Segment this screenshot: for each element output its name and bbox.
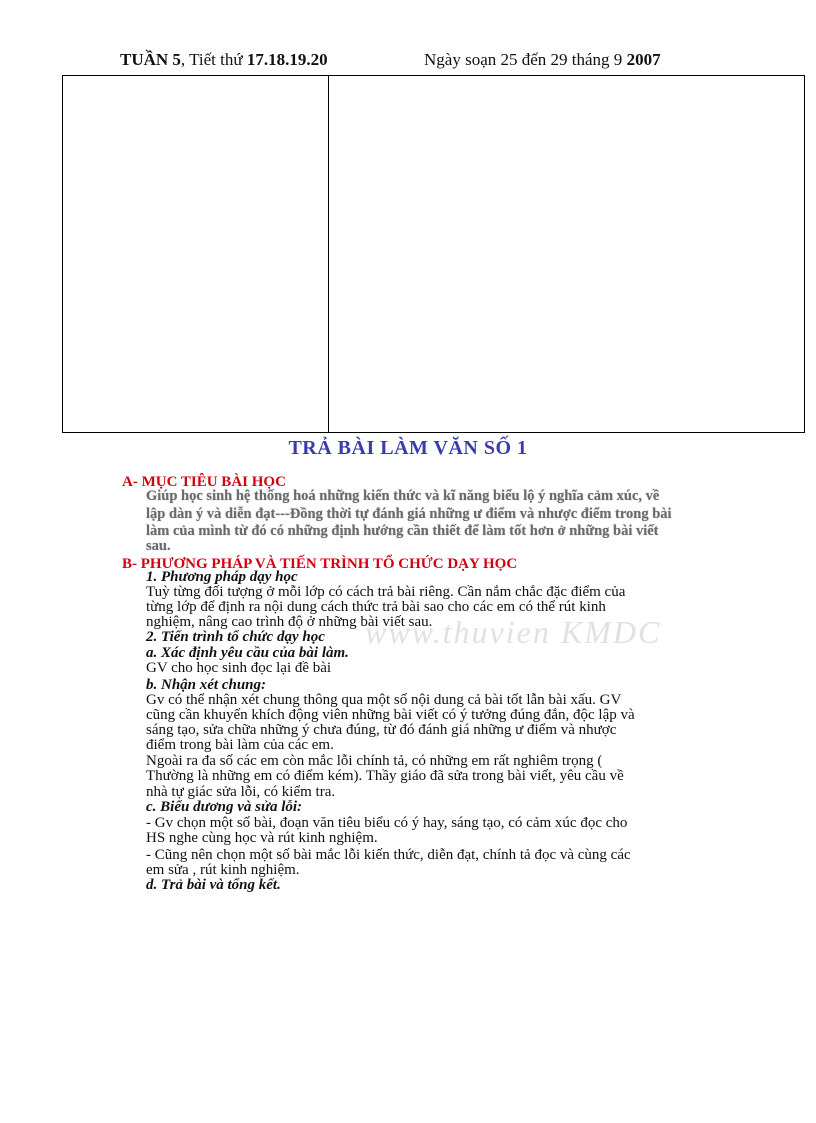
section-a-line: làm của mình từ đó có những định hướng cần thiết để làm tốt hơn ở những bài viết [146, 523, 659, 539]
table-column-divider [328, 76, 329, 432]
item-b-label: b. Nhận xét chung: [146, 677, 267, 693]
date-label: Ngày soạn 25 đến 29 tháng 9 [424, 50, 623, 69]
section-a-line: lập dàn ý và diễn đạt---Đồng thời tự đánh giá những ư điểm và nhược điểm trong bài [146, 506, 672, 522]
periods-value: 17.18.19.20 [246, 50, 328, 69]
year-value: 2007 [626, 50, 661, 69]
paragraph-line: từng lớp để định ra nội dung cách thức trả bài sao cho các em có thể rút kinh [146, 599, 606, 615]
week-header: TUẦN 5, Tiết thứ 17.18.19.20 [120, 50, 328, 69]
item-c-label: c. Biểu dương và sửa lỗi: [146, 799, 303, 815]
item-d-label: d. Trả bài và tổng kết. [146, 877, 281, 893]
period-label: Tiết thứ [189, 50, 243, 69]
date-header [424, 50, 661, 70]
week-label: TUẦN 5 [120, 50, 181, 69]
paragraph-line: em sửa , rút kinh nghiệm. [146, 862, 300, 878]
subheading-method: 1. Phương pháp dạy học [146, 569, 298, 585]
section-a-heading: A- MỤC TIÊU BÀI HỌC [122, 474, 286, 490]
paragraph-line: cũng cần khuyến khích động viên những bài viết có ý tưởng đúng đắn, độc lập và [146, 707, 635, 723]
paragraph-line: Tuỳ từng đối tượng ở mỗi lớp có cách trả bài riêng. Cần nắm chắc đặc điểm của [146, 584, 626, 600]
watermark: www.thuvien KMDC [365, 614, 662, 650]
section-a-line: Giúp học sinh hệ thống hoá những kiến thức và kĩ năng biểu lộ ý nghĩa cảm xúc, về [146, 488, 660, 504]
paragraph-line: HS nghe cùng học và rút kinh nghiệm. [146, 830, 378, 846]
paragraph-line: sáng tạo, sửa chữa những ý chưa đúng, từ đó đánh giá những ư điểm và nhược [146, 722, 617, 738]
paragraph-line: Gv có thể nhận xét chung thông qua một số nội dung cả bài tốt lẫn bài xấu. GV [146, 692, 622, 708]
subheading-process: 2. Tiến trình tổ chức dạy học [146, 629, 325, 645]
header-table [62, 75, 805, 433]
paragraph-line: nhà tự giác sửa lỗi, có kiểm tra. [146, 784, 336, 800]
section-b-heading: B- PHƯƠNG PHÁP VÀ TIẾN TRÌNH TỔ CHỨC DẠY HỌC [122, 556, 518, 572]
paragraph-line: điểm trong bài làm của các em. [146, 737, 334, 753]
paragraph-line: Thường là những em có điểm kém). Thầy giáo đã sửa trong bài viết, yêu cầu về [146, 768, 624, 784]
item-a-label: a. Xác định yêu cầu của bài làm. [146, 645, 349, 661]
paragraph-line: - Gv chọn một số bài, đoạn văn tiêu biểu có ý hay, sáng tạo, có cảm xúc đọc cho [146, 815, 628, 831]
paragraph-line: - Cũng nên chọn một số bài mắc lỗi kiến thức, diễn đạt, chính tả đọc và cùng các [146, 847, 631, 863]
document-title: TRẢ BÀI LÀM VĂN SỐ 1 [288, 437, 528, 459]
section-a-line: sau. [146, 538, 171, 554]
item-a-text: GV cho học sinh đọc lại đề bài [146, 660, 332, 676]
paragraph-line: Ngoài ra đa số các em còn mắc lỗi chính tả, có những em rất nghiêm trọng ( [146, 753, 603, 769]
paragraph-line: nghiệm, nâng cao trình độ ở những bài viết sau. [146, 614, 433, 630]
